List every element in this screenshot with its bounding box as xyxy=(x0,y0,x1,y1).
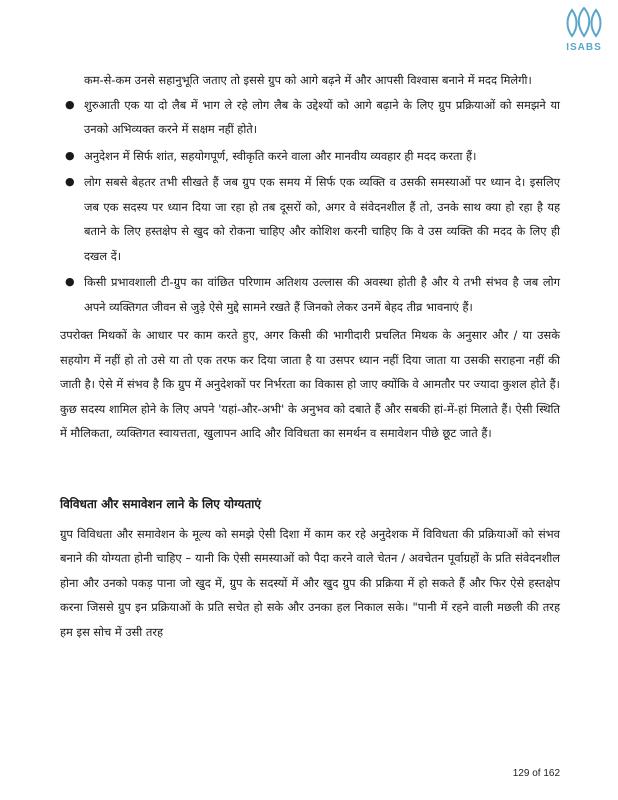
logo-text: ISABS xyxy=(566,42,602,53)
page-content xyxy=(60,68,560,644)
list-item xyxy=(60,93,560,142)
bullet-text: अनुदेशन में सिर्फ शांत, सहयोगपूर्ण, स्वीकृति करने वाला और मानवीय व्यवहार ही मदद करता हैं। xyxy=(84,148,477,163)
isabs-logo xyxy=(558,6,610,58)
bullet-text: किसी प्रभावशाली टी-ग्रुप का वांछित परिणाम अतिशय उल्लास की अवस्था होती है और ये तभी संभव है जब लोग अपने व्यक्तिगत जीवन से जुड़े ऐसे मुद्दे सामने रखते हैं जिनको लेकर उनमें बेहद तीव्र भावनाएं हैं। xyxy=(84,275,560,314)
list-item xyxy=(60,270,560,319)
bullet-dot-icon: ● xyxy=(65,97,75,111)
list-item xyxy=(60,144,560,169)
section-paragraph: ग्रुप विविधता और समावेशन के मूल्य को समझे ऐसी दिशा में काम कर रहे अनुदेशक में विविधता की प्रक्रियाओं को संभव बनाने की योग्यता होनी चाहिए – यानी कि ऐसी समस्याओं को पैदा करने वाले चेतन / अवचेतन पूर्वाग्रहों के प्रति संवेदनशील होना और उनको पकड़ पाना जो खुद में, ग्रुप के सदस्यों में और खुद ग्रुप की प्रक्रिया में हो सकते हैं और फिर ऐसे हस्तक्षेप करना जिससे ग्रुप इन प्रक्रियाओं के प्रति सचेत हो सके और उनका हल निकाल सके। "पानी में रहने वाली मछली की तरह हम इस सोच में उसी तरह xyxy=(60,526,560,639)
list-item xyxy=(60,170,560,268)
bullet-dot-icon: ● xyxy=(65,275,75,288)
bullet-list xyxy=(60,93,560,320)
section-heading: विविधता और समावेशन लाने के लिए योग्यताएं xyxy=(60,496,262,511)
page-number: 129 of 162 xyxy=(512,768,560,779)
lotus-logo-icon xyxy=(558,6,610,42)
continuation-text: कम-से-कम उनसे सहानुभूति जताए तो इससे ग्रुप को आगे बढ़ने में और आपसी विश्वास बनाने में मदद मिलेगी। xyxy=(84,73,532,87)
bullet-dot-icon: ● xyxy=(65,175,75,188)
body-paragraph: उपरोक्त मिथकों के आधार पर काम करते हुए, अगर किसी की भागीदारी प्रचलित मिथक के अनुसार और / या उसके सहयोग में नहीं हो तो उसे या तो एक तरफ कर दिया जाता है या उसपर ध्यान नहीं दिया जाता या उसकी सराहना नहीं की जाती है। ऐसे में संभव है कि ग्रुप में अनुदेशकों पर निर्भरता का विकास हो जाए क्योंकि वे आमतौर पर ज्यादा कुशल होते हैं। कुछ सदस्य शामिल होने के लिए अपने 'यहां-और-अभी' के अनुभव को दबाते हैं और सबकी हां-में-हां मिलाते हैं। ऐसी स्थिति में मौलिकता, व्यक्तिगत स्वायत्तता, खुलापन आदि और विविधता का समर्थन व समावेशन पीछे छूट जाते हैं। xyxy=(60,328,560,440)
bullet-dot-icon: ● xyxy=(65,148,75,162)
bullet-text: शुरुआती एक या दो लैब में भाग ले रहे लोग लैब के उद्देश्यों को आगे बढ़ाने के लिए ग्रुप प्रक्रियाओं को समझने या उनको अभिव्यक्त करने में सक्षम नहीं होते। xyxy=(84,97,560,136)
bullet-text: लोग सबसे बेहतर तभी सीखते हैं जब ग्रुप एक समय में सिर्फ एक व्यक्ति व उसकी समस्याओं पर ध्यान दे। इसलिए जब एक सदस्य पर ध्यान दिया जा रहा हो तब दूसरों को, अगर वे संवेदनशील हैं तो, उनके साथ क्या हो रहा है यह बताने के लिए हस्तक्षेप से खुद को रोकना चाहिए और कोशिश करनी चाहिए कि वे उस व्यक्ति की मदद के लिए ही दखल दें। xyxy=(84,175,560,263)
